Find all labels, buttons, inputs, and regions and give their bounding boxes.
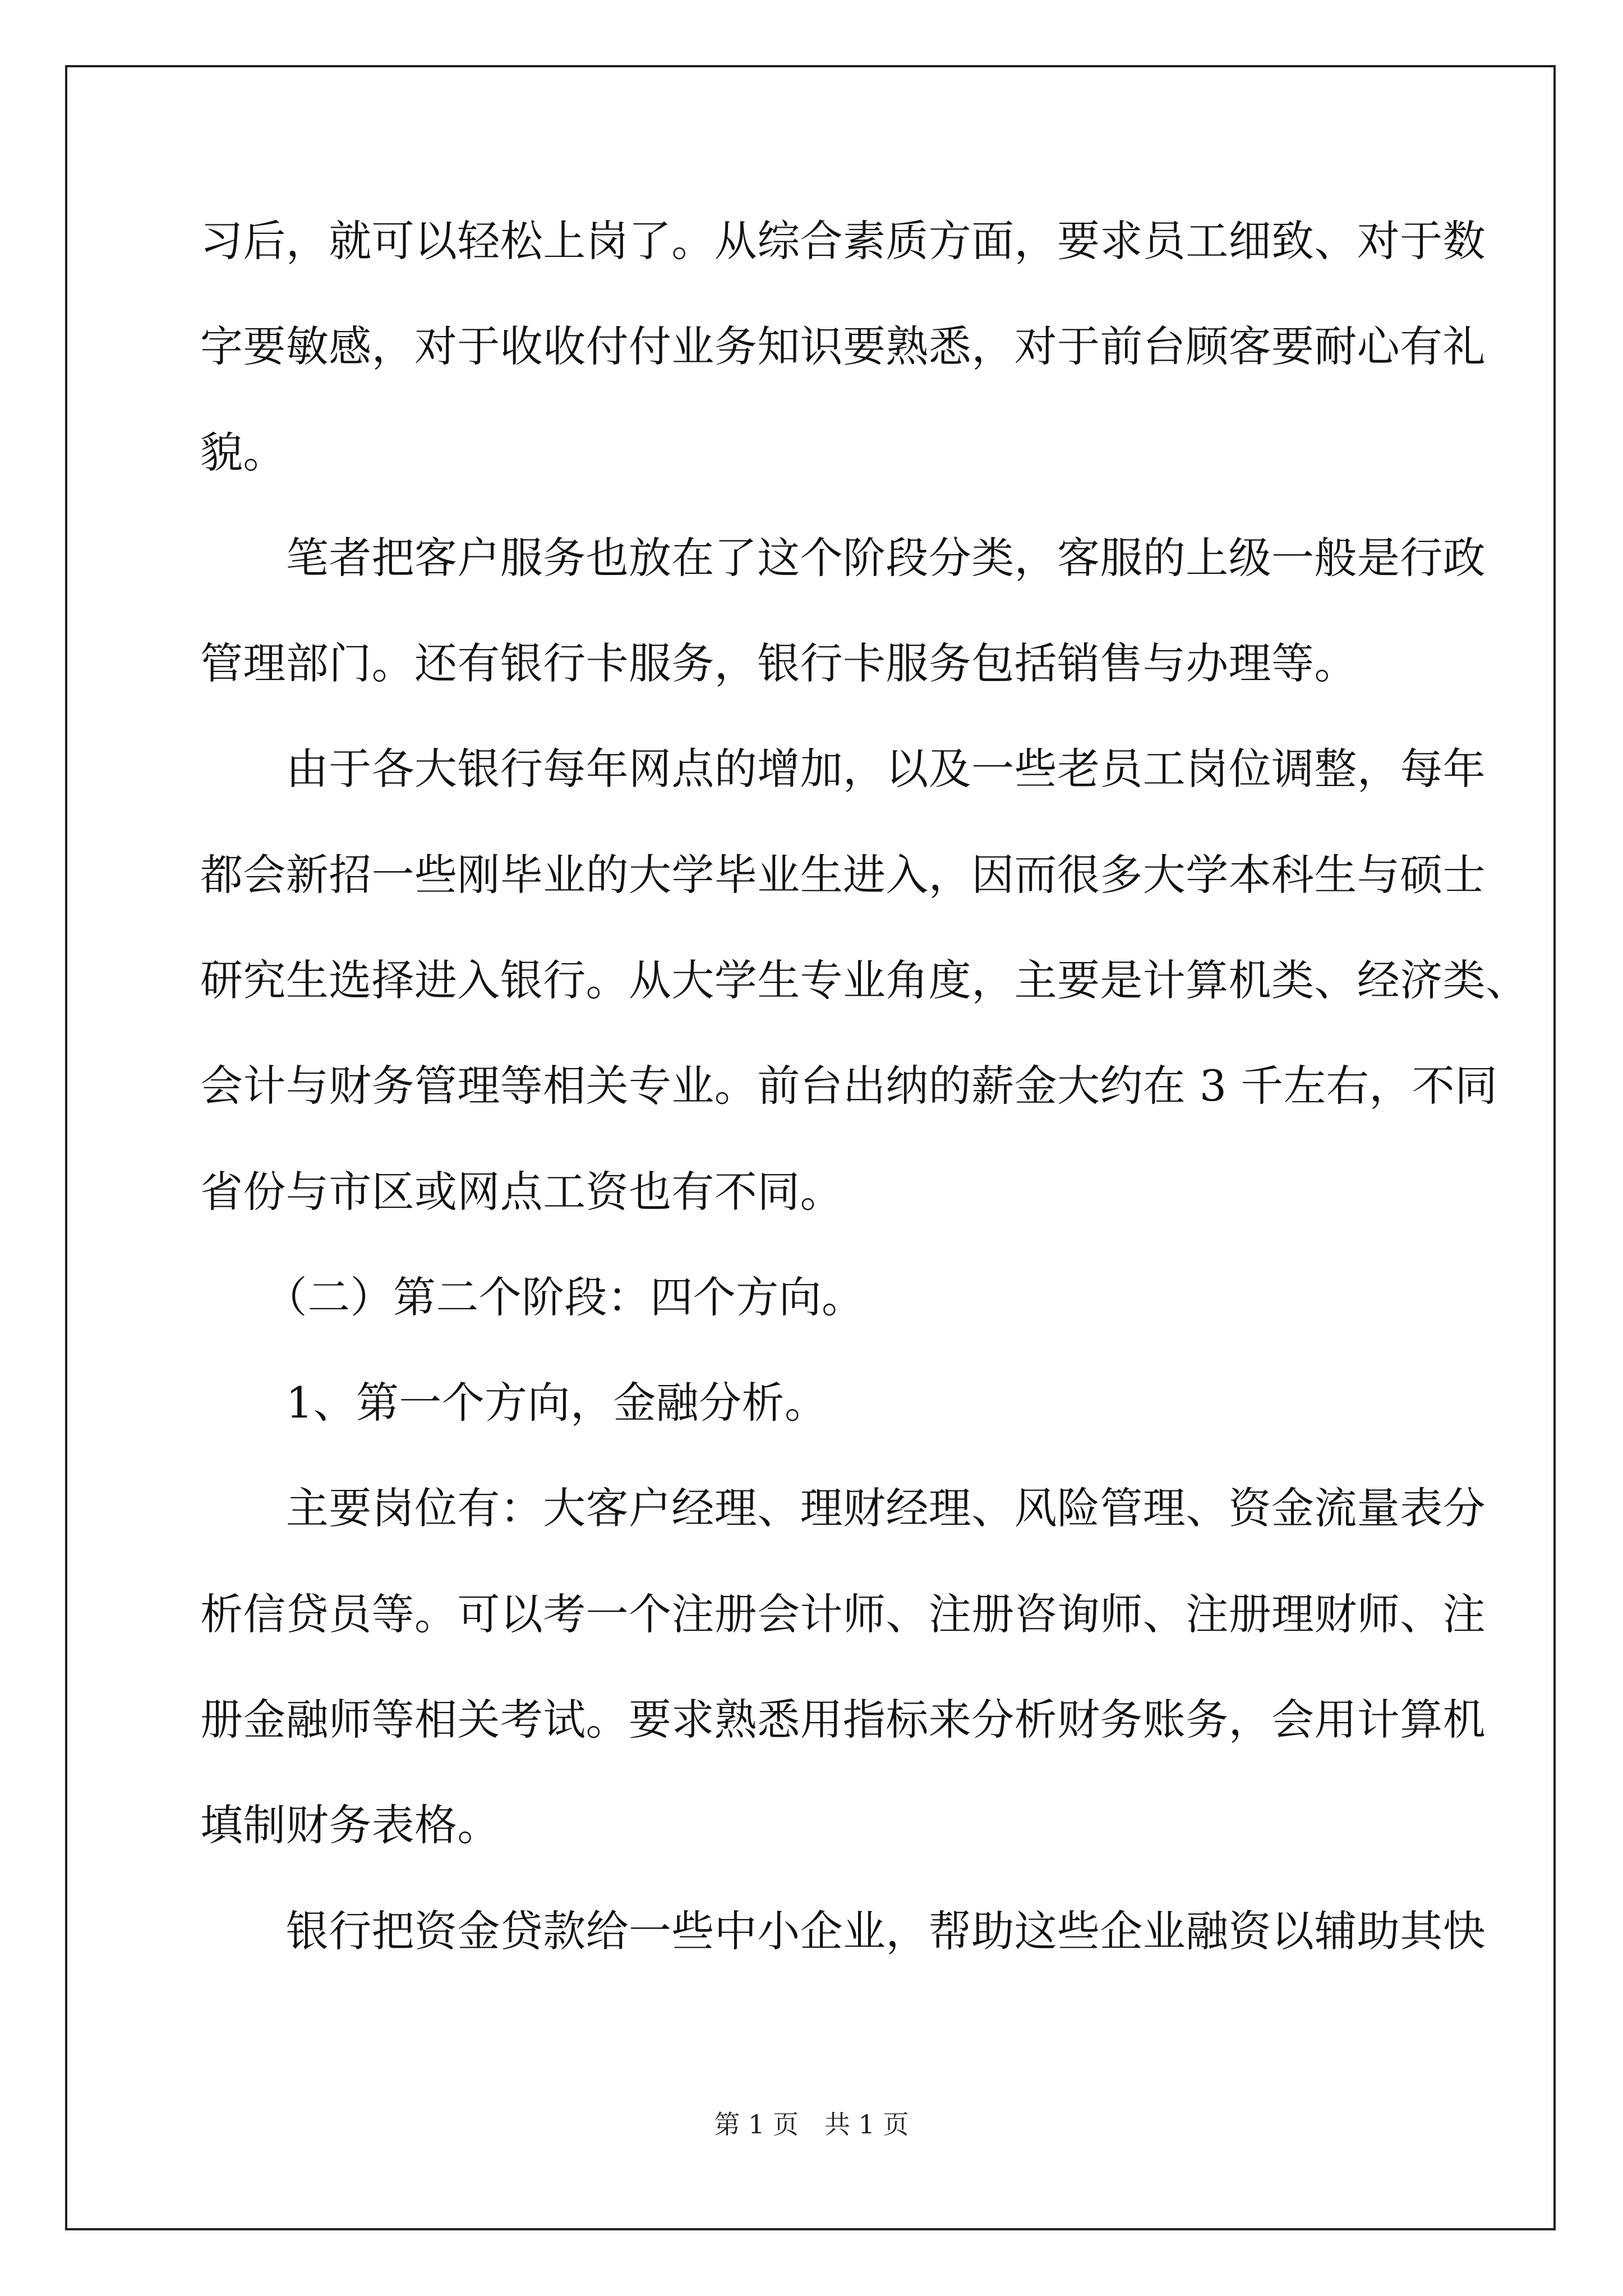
text-line: 字要敏感，对于收收付付业务知识要熟悉，对于前台顾客要耐心有礼 xyxy=(200,321,1486,371)
text-line: 都会新招一些刚毕业的大学毕业生进入，因而很多大学本科生与硕士 xyxy=(200,850,1486,900)
text-line: 省份与市区或网点工资也有不同。 xyxy=(200,1167,843,1217)
page-border xyxy=(65,65,1556,2230)
text-line: 析信贷员等。可以考一个注册会计师、注册咨询师、注册理财师、注 xyxy=(200,1589,1486,1639)
text-line: 笔者把客户服务也放在了这个阶段分类，客服的上级一般是行政 xyxy=(200,533,1486,583)
subsection-heading: 1、第一个方向，金融分析。 xyxy=(200,1378,828,1428)
page-footer: 第 1 页 共 1 页 xyxy=(714,2109,909,2139)
text-line: 管理部门。还有银行卡服务，银行卡服务包括销售与办理等。 xyxy=(200,638,1357,688)
text-line: 主要岗位有：大客户经理、理财经理、风险管理、资金流量表分 xyxy=(200,1483,1486,1533)
text-line: 填制财务表格。 xyxy=(200,1800,500,1850)
section-heading: （二）第二个阶段：四个方向。 xyxy=(200,1272,865,1322)
text-line: 研究生选择进入银行。从大学生专业角度，主要是计算机类、经济类、 xyxy=(200,955,1529,1005)
text-line: 册金融师等相关考试。要求熟悉用指标来分析财务账务，会用计算机 xyxy=(200,1695,1486,1745)
text-line: 由于各大银行每年网点的增加，以及一些老员工岗位调整，每年 xyxy=(200,744,1486,794)
text-line: 貌。 xyxy=(200,427,286,477)
text-line: 会计与财务管理等相关专业。前台出纳的薪金大约在 3 千左右，不同 xyxy=(200,1061,1498,1111)
text-line: 习后，就可以轻松上岗了。从综合素质方面，要求员工细致、对于数 xyxy=(200,216,1486,266)
text-line: 银行把资金贷款给一些中小企业，帮助这些企业融资以辅助其快 xyxy=(200,1906,1486,1956)
